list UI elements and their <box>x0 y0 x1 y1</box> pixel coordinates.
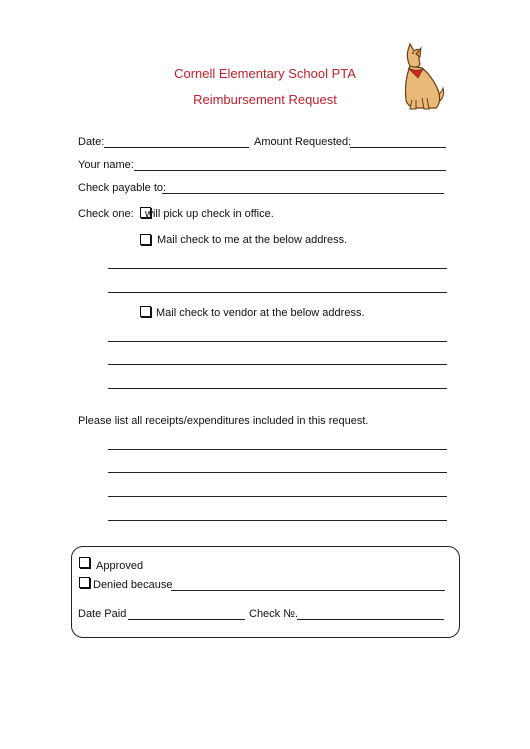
payable-field[interactable] <box>162 193 444 194</box>
vendor-address-line-1[interactable] <box>108 341 447 342</box>
payable-label: Check payable to: <box>78 182 167 194</box>
date-paid-label: Date Paid <box>78 608 127 620</box>
denied-checkbox[interactable] <box>79 577 90 588</box>
check-one-label: Check one: <box>78 208 134 220</box>
approved-checkbox[interactable] <box>79 557 90 568</box>
receipt-line-3[interactable] <box>108 496 447 497</box>
amount-label: Amount Requested: <box>254 136 352 148</box>
approved-label: Approved <box>96 560 144 572</box>
mail-me-option-label: Mail check to me at the below address. <box>157 234 348 246</box>
denied-label: Denied because <box>93 579 173 591</box>
mail-me-checkbox[interactable] <box>140 234 151 245</box>
denied-reason-field[interactable] <box>171 590 445 591</box>
name-label: Your name: <box>78 159 134 171</box>
name-field[interactable] <box>134 170 446 171</box>
vendor-address-line-3[interactable] <box>108 388 447 389</box>
form-title: Cornell Elementary School PTA <box>174 66 356 81</box>
howling-dog-icon <box>396 42 448 112</box>
receipt-line-1[interactable] <box>108 449 447 450</box>
check-no-field[interactable] <box>297 619 444 620</box>
vendor-address-line-2[interactable] <box>108 364 447 365</box>
form-subtitle: Reimbursement Request <box>193 92 337 107</box>
receipts-label: Please list all receipts/expenditures included in this request. <box>78 415 369 427</box>
mail-vendor-option-label: Mail check to vendor at the below address. <box>156 307 365 319</box>
receipt-line-4[interactable] <box>108 520 447 521</box>
amount-field[interactable] <box>350 147 446 148</box>
pickup-option-label: will pick up check in office. <box>145 208 274 220</box>
receipt-line-2[interactable] <box>108 472 447 473</box>
date-paid-field[interactable] <box>128 619 245 620</box>
address-line-1[interactable] <box>108 268 447 269</box>
date-field[interactable] <box>104 147 249 148</box>
date-label: Date: <box>78 136 105 148</box>
address-line-2[interactable] <box>108 292 447 293</box>
check-no-label: Check №. <box>249 608 299 620</box>
mail-vendor-checkbox[interactable] <box>140 306 151 317</box>
